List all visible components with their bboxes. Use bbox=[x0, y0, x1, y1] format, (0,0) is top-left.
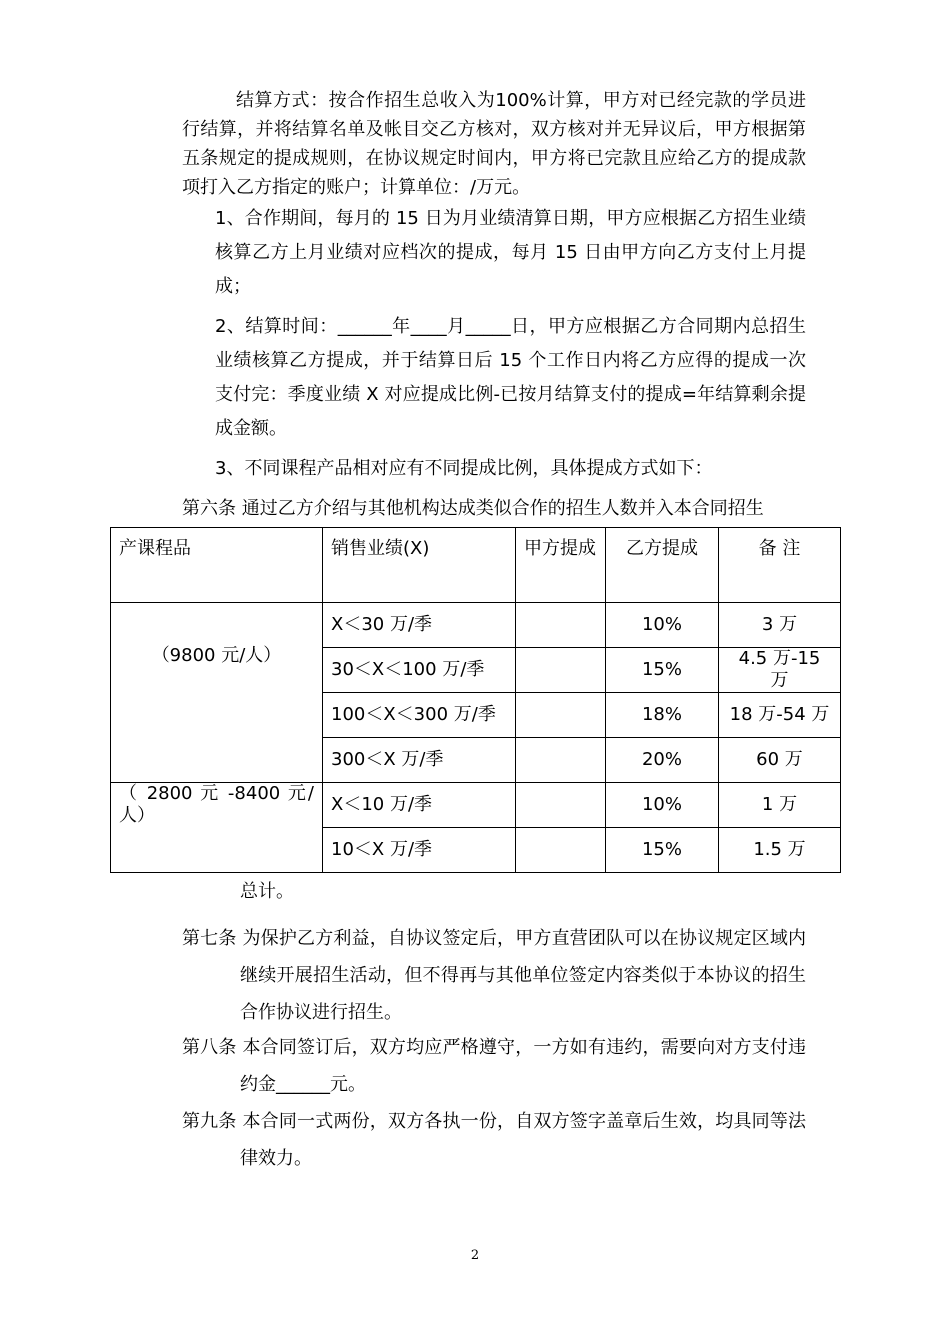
total-line: 总计。 bbox=[240, 881, 294, 902]
party-b-cell: 10% bbox=[606, 603, 719, 648]
party-a-cell bbox=[516, 693, 606, 738]
note-cell: 60 万 bbox=[719, 738, 841, 783]
sales-cell: 100＜X＜300 万/季 bbox=[323, 693, 516, 738]
note-cell: 4.5 万-15 万 bbox=[719, 648, 841, 693]
party-b-cell: 15% bbox=[606, 648, 719, 693]
sales-cell: X＜30 万/季 bbox=[323, 603, 516, 648]
clause-item-1: 1、合作期间，每月的 15 日为月业绩清算日期，甲方应根据乙方招生业绩核算乙方上月业绩对应档次的提成，每月 15 日由甲方向乙方支付上月提成； bbox=[215, 208, 806, 297]
party-a-cell bbox=[516, 828, 606, 873]
party-b-cell: 15% bbox=[606, 828, 719, 873]
party-a-cell bbox=[516, 603, 606, 648]
header-note: 备 注 bbox=[719, 528, 841, 603]
header-category: 产课程品 bbox=[111, 528, 323, 603]
clause-item-3: 3、不同课程产品相对应有不同提成比例，具体提成方式如下： bbox=[215, 458, 713, 479]
sales-cell: 30＜X＜100 万/季 bbox=[323, 648, 516, 693]
party-a-cell bbox=[516, 783, 606, 828]
table-header-row bbox=[111, 528, 841, 603]
category-2800-8400: （ 2800 元 -8400 元/人） bbox=[111, 783, 323, 873]
commission-table bbox=[110, 527, 841, 873]
category-9800: （9800 元/人） bbox=[111, 603, 323, 783]
note-cell: 1.5 万 bbox=[719, 828, 841, 873]
party-b-cell: 18% bbox=[606, 693, 719, 738]
header-party-a: 甲方提成 bbox=[516, 528, 606, 603]
article-7: 第七条 为保护乙方利益，自协议签定后，甲方直营团队可以在协议规定区域内继续开展招生活动，但不得再与其他单位签定内容类似于本协议的招生合作协议进行招生。 bbox=[182, 928, 806, 1023]
sales-cell: 10＜X 万/季 bbox=[323, 828, 516, 873]
article-9: 第九条 本合同一式两份，双方各执一份，自双方签字盖章后生效，均具同等法律效力。 bbox=[182, 1111, 806, 1169]
table-row bbox=[111, 783, 841, 828]
header-sales: 销售业绩(X) bbox=[323, 528, 516, 603]
article-6: 第六条 通过乙方介绍与其他机构达成类似合作的招生人数并入本合同招生 bbox=[182, 498, 764, 519]
table-row bbox=[111, 603, 841, 648]
note-cell: 1 万 bbox=[719, 783, 841, 828]
party-b-cell: 20% bbox=[606, 738, 719, 783]
settlement-method-paragraph: 结算方式：按合作招生总收入为100%计算，甲方对已经完款的学员进行结算，并将结算名单及帐目交乙方核对，双方核对并无异议后，甲方根据第五条规定的提成规则，在协议规定时间内，甲方将已完款且应给乙方的提成款项打入乙方指定的账户；计算单位：/万元。 bbox=[182, 90, 806, 198]
party-b-cell: 10% bbox=[606, 783, 719, 828]
note-cell: 3 万 bbox=[719, 603, 841, 648]
party-a-cell bbox=[516, 738, 606, 783]
sales-cell: 300＜X 万/季 bbox=[323, 738, 516, 783]
party-a-cell bbox=[516, 648, 606, 693]
header-party-b: 乙方提成 bbox=[606, 528, 719, 603]
clause-item-2: 2、结算时间：______年____月_____日，甲方应根据乙方合同期内总招生业绩核算乙方提成，并于结算日后 15 个工作日内将乙方应得的提成一次支付完：季度业绩 X 对应提成比例-已按月结算支付的提成=年结算剩余提成金额。 bbox=[215, 316, 806, 439]
sales-cell: X＜10 万/季 bbox=[323, 783, 516, 828]
article-8: 第八条 本合同签订后，双方均应严格遵守，一方如有违约，需要向对方支付违约金______元。 bbox=[182, 1037, 806, 1095]
page-number: 2 bbox=[470, 1248, 480, 1263]
note-cell: 18 万-54 万 bbox=[719, 693, 841, 738]
